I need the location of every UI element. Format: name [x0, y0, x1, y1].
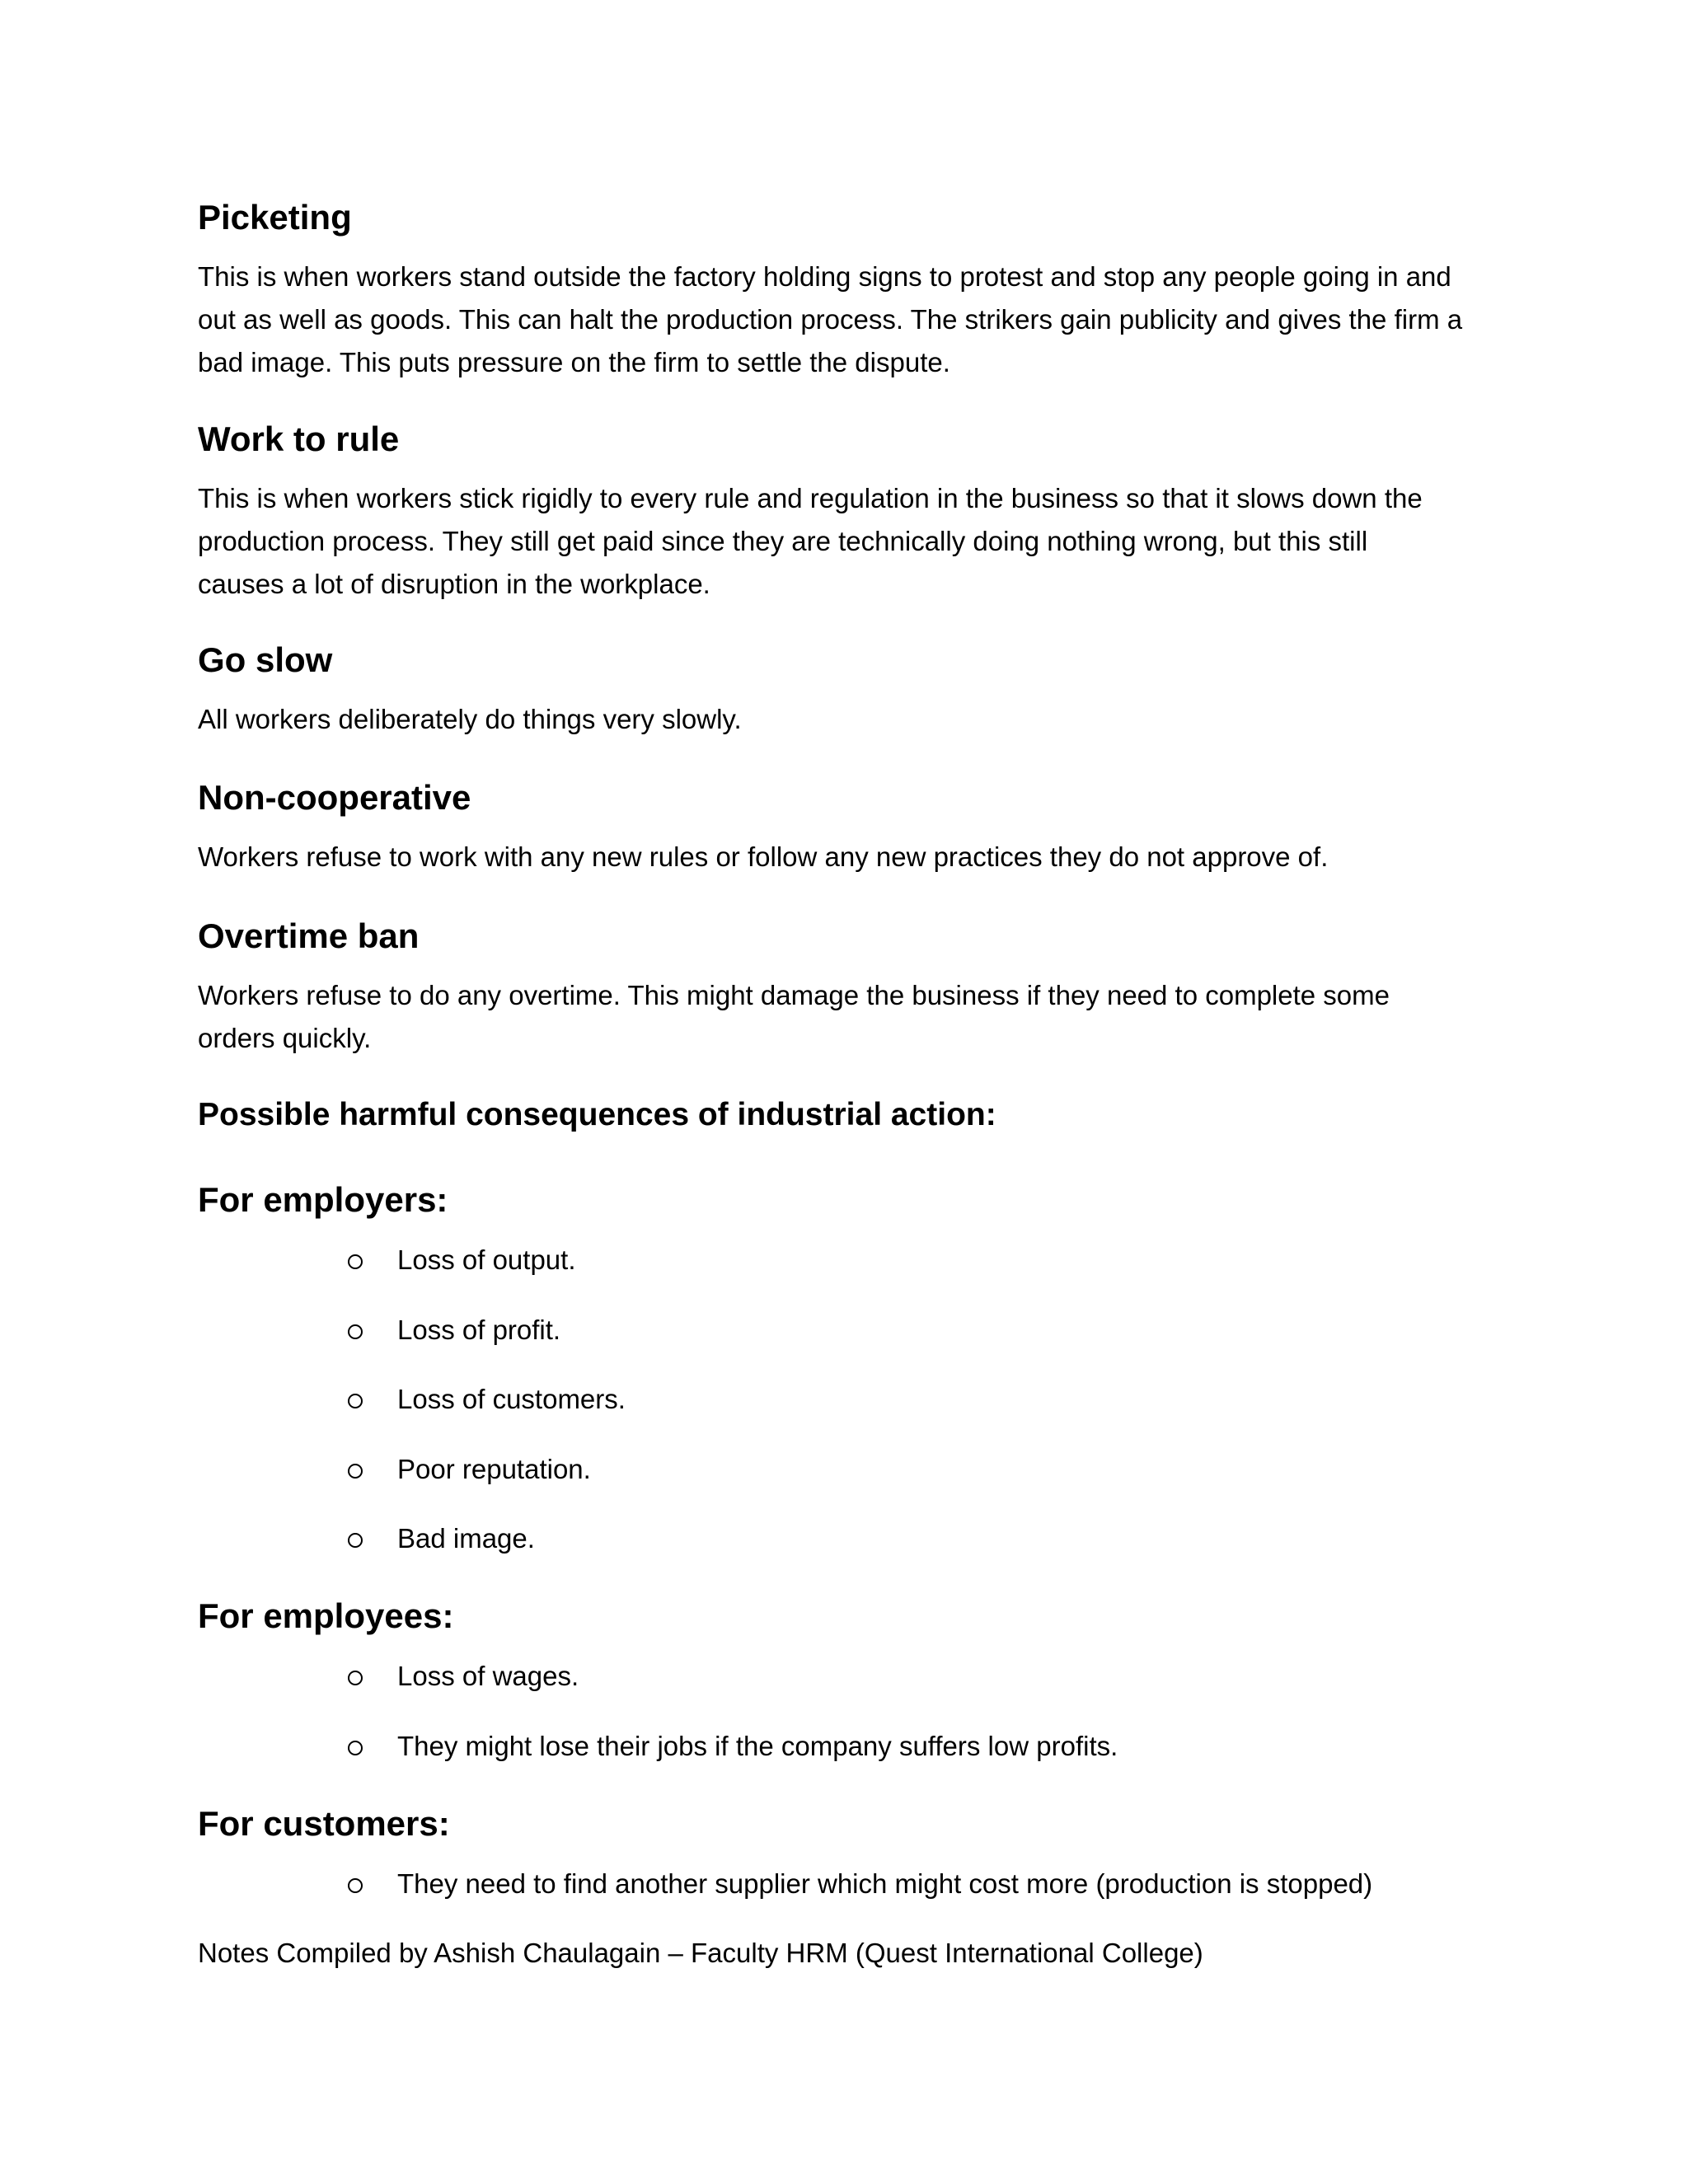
- list-item: Loss of output.: [348, 1239, 575, 1282]
- paragraph-line: bad image. This puts pressure on the firm to settle the dispute.: [198, 347, 950, 377]
- circle-bullet-icon: [348, 1394, 363, 1408]
- heading-for-employees: For employees:: [198, 1596, 454, 1635]
- paragraph-line: causes a lot of disruption in the workplace.: [198, 569, 710, 599]
- paragraph-line: production process. They still get paid since they are technically doing nothing wrong, but this still: [198, 526, 1368, 556]
- list-item: They need to find another supplier which might cost more (production is stopped): [348, 1863, 1372, 1905]
- heading-non-cooperative: Non-cooperative: [198, 778, 471, 817]
- heading-for-employers: For employers:: [198, 1180, 448, 1219]
- circle-bullet-icon: [348, 1324, 363, 1339]
- paragraph-line: Workers refuse to do any overtime. This might damage the business if they need to complete some: [198, 980, 1390, 1010]
- paragraph-line: orders quickly.: [198, 1023, 372, 1053]
- list-item: Loss of profit.: [348, 1309, 560, 1352]
- heading-go-slow: Go slow: [198, 640, 333, 679]
- heading-for-customers: For customers:: [198, 1804, 450, 1843]
- list-item: Poor reputation.: [348, 1448, 591, 1491]
- paragraph-overtime-ban: [198, 974, 1500, 1060]
- circle-bullet-icon: [348, 1878, 363, 1893]
- circle-bullet-icon: [348, 1254, 363, 1269]
- list-item: Loss of customers.: [348, 1378, 626, 1421]
- paragraph-line: out as well as goods. This can halt the production process. The strikers gain publicity and gives the firm a: [198, 304, 1463, 335]
- paragraph-line: Workers refuse to work with any new rules or follow any new practices they do not approve of.: [198, 841, 1329, 872]
- paragraph-line: All workers deliberately do things very slowly.: [198, 704, 742, 734]
- paragraph-line: This is when workers stick rigidly to every rule and regulation in the business so that it slows down the: [198, 483, 1423, 513]
- heading-work-to-rule: Work to rule: [198, 419, 400, 458]
- paragraph-picketing: [198, 255, 1500, 384]
- circle-bullet-icon: [348, 1741, 363, 1755]
- list-item: They might lose their jobs if the company suffers low profits.: [348, 1725, 1118, 1768]
- paragraph-non-cooperative: [198, 836, 1500, 879]
- heading-picketing: Picketing: [198, 198, 352, 237]
- consequences-title: Possible harmful consequences of industrial action:: [198, 1097, 996, 1132]
- list-item: Bad image.: [348, 1517, 535, 1560]
- circle-bullet-icon: [348, 1533, 363, 1548]
- circle-bullet-icon: [348, 1671, 363, 1685]
- paragraph-line: This is when workers stand outside the factory holding signs to protest and stop any people going in and: [198, 261, 1451, 292]
- paragraph-work-to-rule: [198, 477, 1500, 606]
- heading-overtime-ban: Overtime ban: [198, 916, 420, 955]
- list-item: Loss of wages.: [348, 1655, 579, 1698]
- circle-bullet-icon: [348, 1464, 363, 1479]
- paragraph-go-slow: [198, 698, 1500, 741]
- footer-credit: Notes Compiled by Ashish Chaulagain – Faculty HRM (Quest International College): [198, 1938, 1203, 1968]
